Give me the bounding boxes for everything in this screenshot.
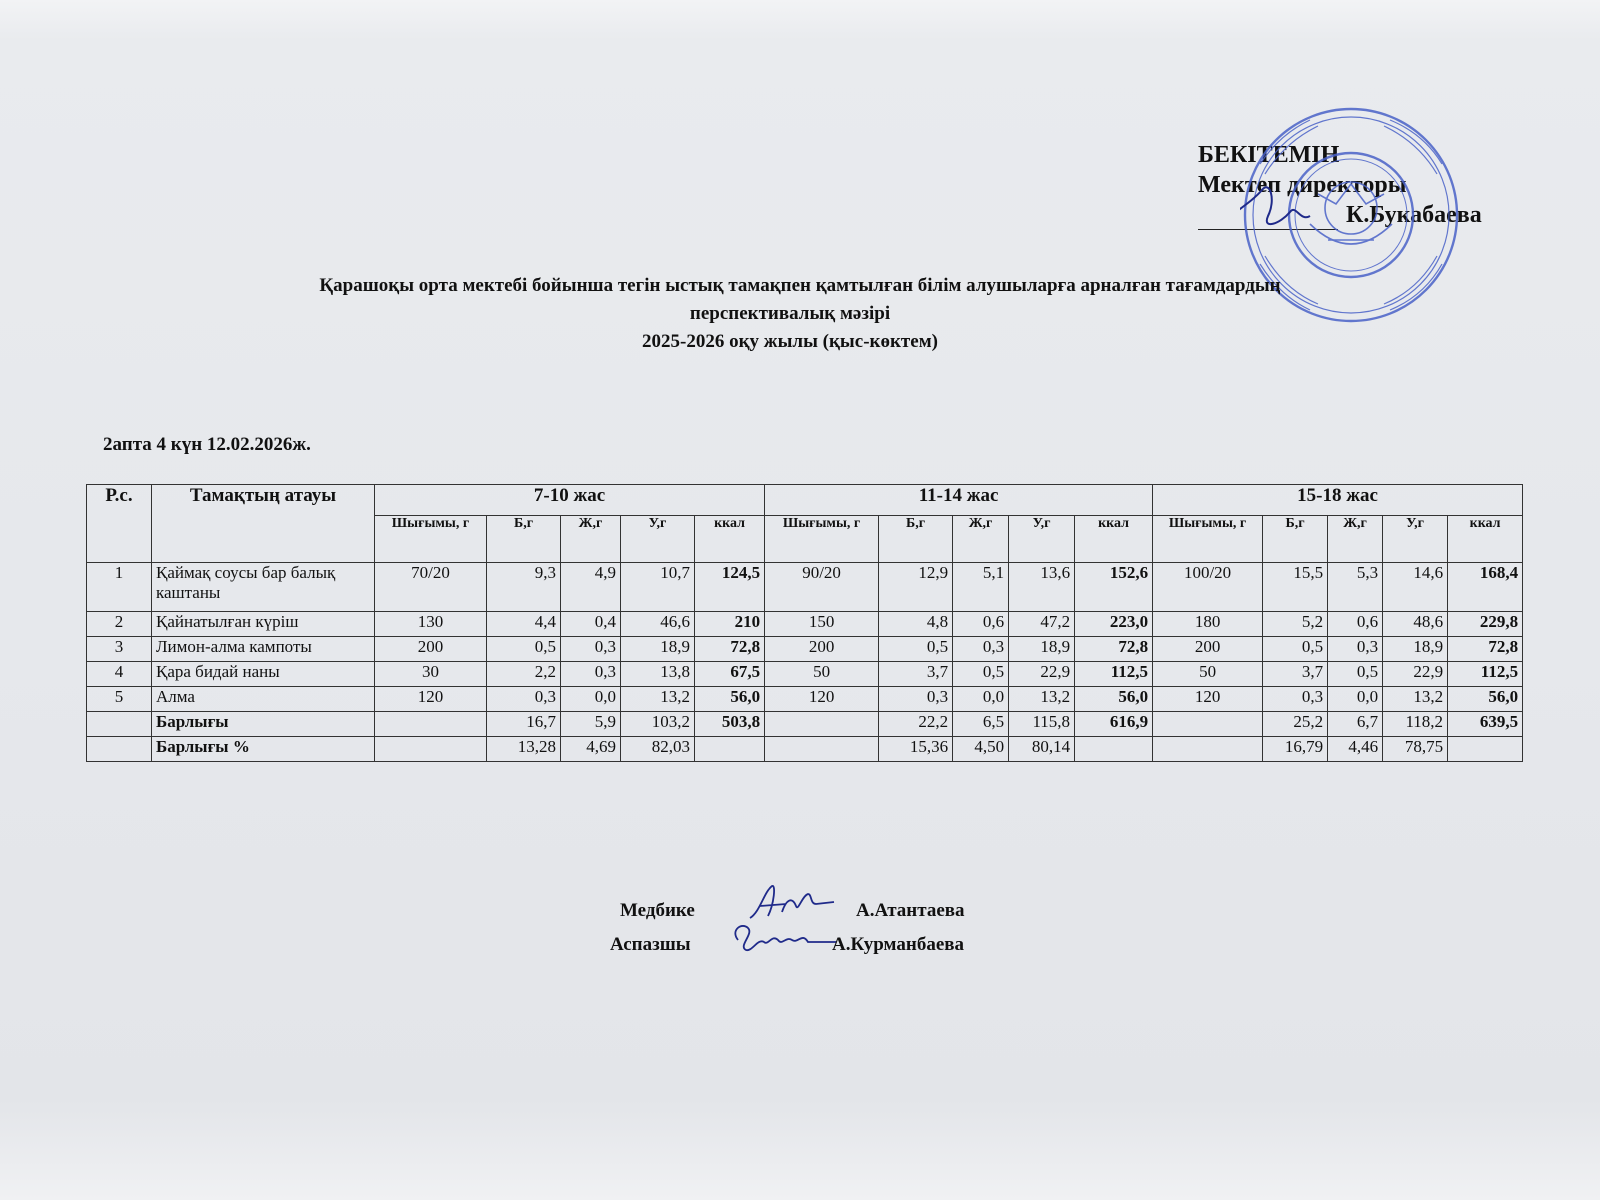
cell-group3-col1: 120: [1153, 687, 1263, 712]
cell-group3-col1: 180: [1153, 612, 1263, 637]
row-number: 5: [87, 687, 152, 712]
dish-name: Қаймақ соусы бар балық каштаны: [152, 563, 375, 612]
cell-group2-col4: 22,9: [1009, 662, 1075, 687]
percent-group3-col1: [1153, 737, 1263, 762]
cell-group1-col3: 0,3: [561, 637, 621, 662]
percent-group2-col3: 4,50: [953, 737, 1009, 762]
cell-group3-col5: 168,4: [1448, 563, 1523, 612]
academic-year: 2025-2026 оқу жылы (қыс-көктем): [642, 331, 938, 352]
percent-group2-col2: 15,36: [879, 737, 953, 762]
percent-group2-col5: [1075, 737, 1153, 762]
subheader-2-4: У,г: [1009, 516, 1075, 563]
day-date-line: 2апта 4 күн 12.02.2026ж.: [103, 434, 311, 455]
row-number: 4: [87, 662, 152, 687]
cell-group3-col3: 5,3: [1328, 563, 1383, 612]
cell-group1-col2: 9,3: [487, 563, 561, 612]
menu-table: [86, 484, 1523, 762]
total-row: [87, 712, 1523, 737]
cell-group3-col3: 0,0: [1328, 687, 1383, 712]
total-group3-col2: 25,2: [1263, 712, 1328, 737]
cell-group1-col4: 18,9: [621, 637, 695, 662]
table-row: [87, 563, 1523, 612]
cell-group2-col1: 50: [765, 662, 879, 687]
cell-group1-col3: 0,3: [561, 662, 621, 687]
cell-group3-col5: 56,0: [1448, 687, 1523, 712]
cell-group2-col1: 120: [765, 687, 879, 712]
cook-signature-mark: [728, 920, 838, 962]
dish-name: Қайнатылған күріш: [152, 612, 375, 637]
total-group3-col5: 639,5: [1448, 712, 1523, 737]
cell-group2-col2: 0,3: [879, 687, 953, 712]
cell-group2-col2: 0,5: [879, 637, 953, 662]
total-group2-col5: 616,9: [1075, 712, 1153, 737]
total-group2-col2: 22,2: [879, 712, 953, 737]
cell-group2-col4: 13,6: [1009, 563, 1075, 612]
subheader-3-2: Б,г: [1263, 516, 1328, 563]
cell-group1-col1: 70/20: [375, 563, 487, 612]
percent-group1-col2: 13,28: [487, 737, 561, 762]
document-title: Қарашоқы орта мектебі бойынша тегін ыстық тамақпен қамтылған білім алушыларға арналған тағамдардың: [319, 275, 1281, 296]
cell-group2-col1: 90/20: [765, 563, 879, 612]
percent-empty-cell: [87, 737, 152, 762]
director-name: К.Букабаева: [1346, 202, 1482, 228]
dish-name: Алма: [152, 687, 375, 712]
cell-group2-col3: 0,6: [953, 612, 1009, 637]
cell-group3-col4: 48,6: [1383, 612, 1448, 637]
total-group3-col1: [1153, 712, 1263, 737]
table-row: [87, 662, 1523, 687]
cell-group2-col2: 12,9: [879, 563, 953, 612]
cell-group2-col2: 4,8: [879, 612, 953, 637]
cell-group3-col1: 50: [1153, 662, 1263, 687]
subheader-1-1: Шығымы, г: [375, 516, 487, 563]
cell-group2-col5: 56,0: [1075, 687, 1153, 712]
header-age-group-3: 15-18 жас: [1153, 485, 1523, 516]
cell-group2-col3: 0,3: [953, 637, 1009, 662]
subheader-2-1: Шығымы, г: [765, 516, 879, 563]
subheader-2-2: Б,г: [879, 516, 953, 563]
cell-group1-col4: 13,8: [621, 662, 695, 687]
approval-heading: БЕКІТЕМІН: [1198, 142, 1340, 168]
cell-group2-col5: 223,0: [1075, 612, 1153, 637]
cell-group2-col3: 0,5: [953, 662, 1009, 687]
cell-group3-col2: 5,2: [1263, 612, 1328, 637]
dish-name: Лимон-алма кампоты: [152, 637, 375, 662]
subheader-1-5: ккал: [695, 516, 765, 563]
header-dish-name: Тамақтың атауы: [152, 485, 375, 563]
cell-group3-col2: 0,3: [1263, 687, 1328, 712]
total-group2-col4: 115,8: [1009, 712, 1075, 737]
percent-group1-col5: [695, 737, 765, 762]
table-row: [87, 637, 1523, 662]
subheader-3-1: Шығымы, г: [1153, 516, 1263, 563]
cell-group2-col5: 112,5: [1075, 662, 1153, 687]
total-group1-col5: 503,8: [695, 712, 765, 737]
approval-role: Мектеп директоры: [1198, 172, 1407, 198]
cell-group3-col4: 14,6: [1383, 563, 1448, 612]
percent-group3-col3: 4,46: [1328, 737, 1383, 762]
cell-group2-col5: 152,6: [1075, 563, 1153, 612]
nurse-signature-block: [620, 900, 965, 922]
cell-group3-col3: 0,6: [1328, 612, 1383, 637]
total-group1-col2: 16,7: [487, 712, 561, 737]
subheader-2-5: ккал: [1075, 516, 1153, 563]
cell-group3-col4: 13,2: [1383, 687, 1448, 712]
header-number: Р.с.: [87, 485, 152, 563]
subheader-3-4: У,г: [1383, 516, 1448, 563]
cell-group1-col1: 120: [375, 687, 487, 712]
cell-group1-col5: 124,5: [695, 563, 765, 612]
cell-group1-col4: 13,2: [621, 687, 695, 712]
table-row: [87, 612, 1523, 637]
cell-group1-col5: 67,5: [695, 662, 765, 687]
cell-group3-col5: 229,8: [1448, 612, 1523, 637]
cell-group2-col4: 18,9: [1009, 637, 1075, 662]
cell-group1-col5: 72,8: [695, 637, 765, 662]
subheader-3-5: ккал: [1448, 516, 1523, 563]
total-group2-col3: 6,5: [953, 712, 1009, 737]
subheader-3-3: Ж,г: [1328, 516, 1383, 563]
percent-group3-col2: 16,79: [1263, 737, 1328, 762]
row-number: 2: [87, 612, 152, 637]
percent-group1-col3: 4,69: [561, 737, 621, 762]
total-empty-cell: [87, 712, 152, 737]
percent-group2-col1: [765, 737, 879, 762]
document-subtitle: перспективалық мәзірі: [689, 303, 891, 324]
cell-group3-col1: 100/20: [1153, 563, 1263, 612]
subheader-1-2: Б,г: [487, 516, 561, 563]
percent-label: Барлығы %: [152, 737, 375, 762]
dish-name: Қара бидай наны: [152, 662, 375, 687]
cell-group1-col3: 4,9: [561, 563, 621, 612]
total-group3-col4: 118,2: [1383, 712, 1448, 737]
cell-group3-col4: 18,9: [1383, 637, 1448, 662]
row-number: 3: [87, 637, 152, 662]
percent-group1-col1: [375, 737, 487, 762]
subheader-2-3: Ж,г: [953, 516, 1009, 563]
cell-group2-col5: 72,8: [1075, 637, 1153, 662]
cell-group1-col4: 10,7: [621, 563, 695, 612]
row-number: 1: [87, 563, 152, 612]
total-group3-col3: 6,7: [1328, 712, 1383, 737]
cell-group1-col1: 130: [375, 612, 487, 637]
total-group2-col1: [765, 712, 879, 737]
cell-group2-col3: 5,1: [953, 563, 1009, 612]
cell-group1-col2: 2,2: [487, 662, 561, 687]
cell-group1-col5: 210: [695, 612, 765, 637]
percent-group3-col4: 78,75: [1383, 737, 1448, 762]
total-group1-col1: [375, 712, 487, 737]
cell-group1-col2: 0,3: [487, 687, 561, 712]
cell-group3-col1: 200: [1153, 637, 1263, 662]
cell-group2-col4: 47,2: [1009, 612, 1075, 637]
cell-group3-col5: 112,5: [1448, 662, 1523, 687]
table-row: [87, 687, 1523, 712]
cell-group1-col1: 200: [375, 637, 487, 662]
total-group1-col4: 103,2: [621, 712, 695, 737]
cook-signature-block: [610, 934, 965, 956]
percent-row: [87, 737, 1523, 762]
cell-group2-col2: 3,7: [879, 662, 953, 687]
cell-group1-col3: 0,4: [561, 612, 621, 637]
nurse-role: Медбике: [620, 900, 695, 921]
cell-group1-col2: 4,4: [487, 612, 561, 637]
cell-group1-col1: 30: [375, 662, 487, 687]
cell-group2-col1: 150: [765, 612, 879, 637]
cell-group1-col2: 0,5: [487, 637, 561, 662]
percent-group2-col4: 80,14: [1009, 737, 1075, 762]
cell-group1-col4: 46,6: [621, 612, 695, 637]
percent-group1-col4: 82,03: [621, 737, 695, 762]
cell-group3-col2: 0,5: [1263, 637, 1328, 662]
nurse-name: А.Атантаева: [856, 900, 965, 921]
percent-group3-col5: [1448, 737, 1523, 762]
cell-group3-col4: 22,9: [1383, 662, 1448, 687]
total-label: Барлығы: [152, 712, 375, 737]
cell-group3-col3: 0,5: [1328, 662, 1383, 687]
cook-name: А.Курманбаева: [832, 934, 965, 955]
cell-group3-col3: 0,3: [1328, 637, 1383, 662]
total-group1-col3: 5,9: [561, 712, 621, 737]
cell-group3-col2: 3,7: [1263, 662, 1328, 687]
subheader-1-4: У,г: [621, 516, 695, 563]
cell-group3-col2: 15,5: [1263, 563, 1328, 612]
header-age-group-2: 11-14 жас: [765, 485, 1153, 516]
subheader-1-3: Ж,г: [561, 516, 621, 563]
cell-group1-col5: 56,0: [695, 687, 765, 712]
header-age-group-1: 7-10 жас: [375, 485, 765, 516]
cell-group1-col3: 0,0: [561, 687, 621, 712]
cook-role: Аспазшы: [610, 934, 691, 955]
cell-group2-col3: 0,0: [953, 687, 1009, 712]
cell-group2-col4: 13,2: [1009, 687, 1075, 712]
cell-group3-col5: 72,8: [1448, 637, 1523, 662]
cell-group2-col1: 200: [765, 637, 879, 662]
